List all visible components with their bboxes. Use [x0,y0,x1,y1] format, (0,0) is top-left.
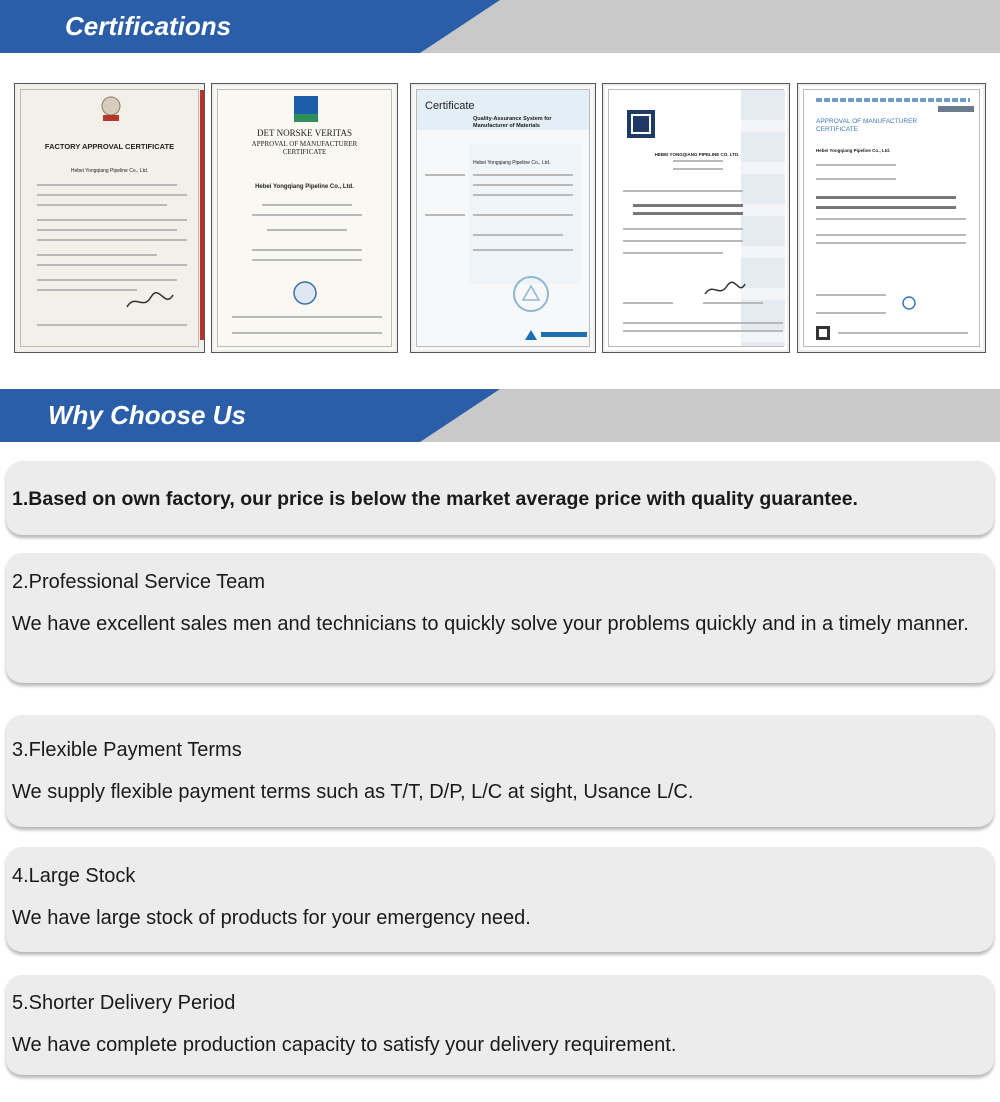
reason-card [6,553,994,683]
text-line [37,229,177,231]
certificate-company: Hebei Yongqiang Pipeline Co., Ltd. [70,168,149,174]
dnv-gl-logo-icon [938,104,974,114]
text-line [838,332,968,334]
why-choose-us-banner [0,389,1000,442]
dnv-approved-seal-icon [902,296,916,310]
text-line [816,196,956,199]
certificate-heading: DET NORSKE VERITAS [257,128,352,138]
text-line [37,289,137,291]
text-line [425,214,465,216]
why-choose-us-title: Why Choose Us [48,400,246,430]
text-line [623,240,743,242]
text-line [816,234,966,236]
text-line [473,234,563,236]
text-line [473,249,573,251]
certifications-banner [0,0,1000,53]
text-line [37,219,187,221]
certificate-company: Hebei Yongqiang Pipeline Co., Ltd. [816,148,891,153]
reason-title: 3.Flexible Payment Terms [12,739,242,761]
text-line [816,178,896,180]
reason-description: We have excellent sales men and technicians to quickly solve your problems quickly and in a timely manner. [12,613,969,635]
reason-title: 4.Large Stock [12,865,136,887]
text-line [816,294,886,296]
red-edge-strip [200,90,204,340]
text-line [252,249,362,251]
text-line [816,218,966,220]
reason-card [6,847,994,952]
text-line [37,279,177,281]
text-line [267,229,347,231]
reason-description: We supply flexible payment terms such as T/T, D/P, L/C at sight, Usance L/C. [12,781,694,803]
text-line [816,312,886,314]
certificate-subheading: APPROVAL OF MANUFACTURER CERTIFICATE [251,140,358,156]
text-line [262,204,352,206]
text-line [623,302,673,304]
lr-watermark-strip [741,90,785,346]
certificate-company: Hebei Yongqiang Pipeline Co., Ltd. [255,184,354,190]
signature-icon [125,289,175,313]
text-line [623,190,743,192]
certificate-heading: HEBEI YONGQIANG PIPELINE CO. LTD. [654,152,740,157]
signature-icon [703,280,747,300]
text-line [37,194,187,196]
reason-description: We have complete production capacity to satisfy your delivery requirement. [12,1034,677,1056]
text-line [816,164,896,166]
text-line [633,204,743,207]
text-line [673,160,723,162]
text-line [473,214,573,216]
reason-title: 2.Professional Service Team [12,571,266,593]
certificate-heading: APPROVAL OF MANUFACTURER CERTIFICATE [816,118,918,133]
text-line [673,168,723,170]
text-line [252,259,362,261]
reason-card [6,461,994,535]
text-line [623,228,743,230]
text-line [37,239,187,241]
certificate-heading: FACTORY APPROVAL CERTIFICATE [44,142,175,151]
text-line [37,264,187,266]
text-line [623,330,783,332]
reason-card [6,715,994,827]
certificate-image[interactable] [797,83,986,353]
text-line [633,212,743,215]
reason-title: 1.Based on own factory, our price is below the market average price with quality guarantee. [12,488,858,510]
text-line [252,214,362,216]
tuv-seal-icon [511,274,551,314]
certificate-subheading: Quality-Assurance System for Manufacturer of Materials [473,116,552,129]
text-line [37,204,167,206]
certificates-gallery [0,83,1000,353]
text-line [37,184,177,186]
text-line [37,254,157,256]
lloyds-register-logo-icon [627,110,655,138]
text-line [816,206,956,209]
tuv-rheinland-logo-icon [523,328,589,342]
certificate-image[interactable] [410,83,596,353]
dnv-seal-icon [292,280,318,306]
text-line [473,184,573,186]
reason-description: We have large stock of products for your emergency need. [12,907,531,929]
reason-card [6,975,994,1075]
text-line [473,194,573,196]
qr-code-icon [816,326,830,340]
reason-title: 5.Shorter Delivery Period [12,992,236,1014]
text-line [425,174,465,176]
text-line [623,252,723,254]
text-line [703,302,763,304]
text-line [232,316,382,318]
certificate-image[interactable] [602,83,790,353]
text-line [473,174,573,176]
certificate-heading: Certificate [425,100,475,112]
header-pattern [816,98,970,102]
certificate-image[interactable] [211,83,398,353]
text-line [623,322,783,324]
certifications-title: Certifications [65,11,232,41]
text-line [37,324,187,326]
certificate-company: Hebei Yongqiang Pipeline Co., Ltd. [473,160,551,166]
text-line [232,332,382,334]
bureau-veritas-seal-icon [100,96,122,122]
certificate-image[interactable] [14,83,205,353]
dnv-logo-icon [294,96,318,122]
text-line [816,242,966,244]
